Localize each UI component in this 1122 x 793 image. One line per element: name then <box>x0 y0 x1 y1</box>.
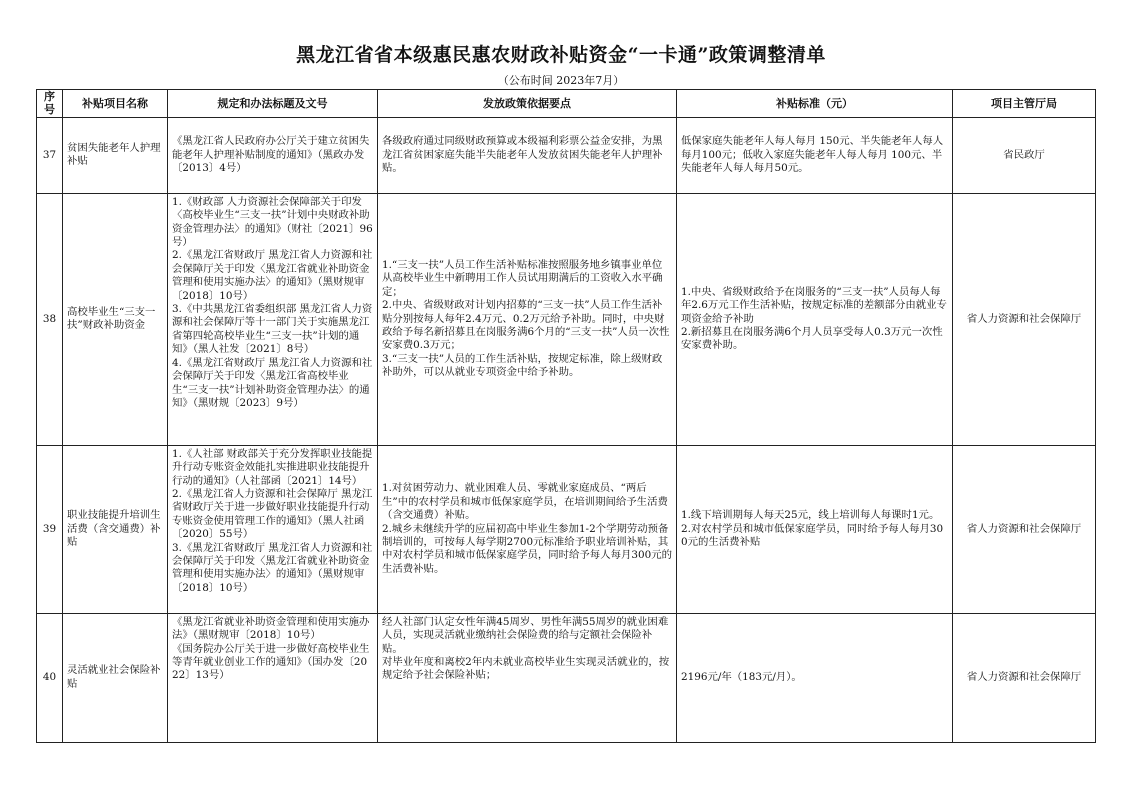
row-basis-cell <box>378 445 677 613</box>
row-name: 灵活就业社会保险补贴 <box>63 613 168 742</box>
row-basis-cell <box>378 193 677 445</box>
table-row <box>37 193 1096 445</box>
row-dept: 省人力资源和社会保障厅 <box>953 445 1096 613</box>
row-basis: 各级政府通过同级财政预算或本级福利彩票公益金安排，为黑龙江省贫困家庭失能半失能老年人发放贫困失能老年人护理补贴。 <box>378 117 677 193</box>
row-no: 37 <box>37 117 63 193</box>
header-no: 序号 <box>37 90 63 118</box>
header-name: 补贴项目名称 <box>63 90 168 118</box>
table-header-row <box>37 90 1096 118</box>
row-no: 38 <box>37 193 63 445</box>
row-basis: 1.对贫困劳动力、就业困难人员、零就业家庭成员、“两后生”中的农村学员和城市低保家庭学员，在培训期间给予生活费（含交通费）补贴。 2.城乡未继续升学的应届初高中毕业生参加1-2个学期劳动预备制培训的，可按每人每学期2700元标准给予职业培训补贴，其中对农村学员和城市低保家庭学员，同时给予每人每月300元的生活费补贴。 <box>382 482 672 575</box>
row-docs: 《黑龙江省人民政府办公厅关于建立贫困失能老年人护理补贴制度的通知》（黑政办发〔2013〕4号） <box>168 117 378 193</box>
row-name: 职业技能提升培训生活费（含交通费）补贴 <box>63 445 168 613</box>
policy-table <box>36 89 1096 743</box>
row-no: 39 <box>37 445 63 613</box>
row-docs: 《黑龙江省就业补助资金管理和使用实施办法》（黑财规审〔2018〕10号） 《国务院办公厅关于进一步做好高校毕业生等青年就业创业工作的通知》（国办发〔2022〕13号） <box>172 615 370 682</box>
table-row <box>37 613 1096 742</box>
row-standard: 1.线下培训期每人每天25元，线上培训每人每课时1元。 2.对农村学员和城市低保家庭学员，同时给予每人每月300元的生活费补贴 <box>681 509 944 549</box>
publish-date: （公布时间 2023年7月） <box>497 74 625 87</box>
row-docs-cell <box>168 613 378 742</box>
row-docs: 1.《人社部 财政部关于充分发挥职业技能提升行动专账资金效能扎实推进职业技能提升行动的通知》（人社部函〔2021〕14号） 2.《黑龙江省人力资源和社会保障厅 黑龙江省财政厅关于进一步做好职业技能提升行动专账资金使用管理工作的通知》（黑人社函〔2020〕55号） 3.《黑龙江省财政厅 黑龙江省人力资源和社会保障厅关于印发〈黑龙江省就业补助资金管理和使用实施办法〉的通知》（黑财规审〔2018〕10号） <box>172 447 373 594</box>
row-standard-cell <box>677 193 953 445</box>
row-standard-cell <box>677 445 953 613</box>
row-name: 高校毕业生“三支一扶”财政补助资金 <box>63 193 168 445</box>
row-standard: 低保家庭失能老年人每人每月 150元、半失能老年人每人每月100元；低收入家庭失能老年人每人每月 100元、半失能老年人每人每月50元。 <box>677 117 953 193</box>
row-dept: 省人力资源和社会保障厅 <box>953 193 1096 445</box>
row-dept: 省民政厅 <box>953 117 1096 193</box>
header-standard: 补贴标准（元） <box>677 90 953 118</box>
row-basis: 经人社部门认定女性年满45周岁、男性年满55周岁的就业困难人员，实现灵活就业缴纳社会保险费的给与定额社会保险补贴。 对毕业年度和离校2年内未就业高校毕业生实现灵活就业的，按规定给予社会保险补贴； <box>382 615 670 682</box>
row-dept: 省人力资源和社会保障厅 <box>953 613 1096 742</box>
row-docs-cell <box>168 193 378 445</box>
row-name: 贫困失能老年人护理补贴 <box>63 117 168 193</box>
row-basis: 1.“三支一扶”人员工作生活补贴标准按照服务地乡镇事业单位从高校毕业生中新聘用工作人员试用期满后的工资收入水平确定； 2.中央、省级财政对计划内招募的“三支一扶”人员工作生活补贴分别按每人每年2.4万元、0.2万元给予补助。同时，中央财政给予每名新招募且在岗服务满6个月的“三支一扶”人员一次性安家费0.3万元； 3.“三支一扶”人员的工作生活补贴，按规定标准，除上级财政补助外，可以从就业专项资金中给予补助。 <box>382 258 670 379</box>
row-no: 40 <box>37 613 63 742</box>
table-row <box>37 445 1096 613</box>
row-standard: 2196元/年（183元/月）。 <box>681 671 802 684</box>
row-docs: 1.《财政部 人力资源社会保障部关于印发〈高校毕业生“三支一扶”计划中央财政补助资金管理办法〉的通知》（财社〔2021〕96号） 2.《黑龙江省财政厅 黑龙江省人力资源和社会保障厅关于印发〈黑龙江省就业补助资金管理和使用实施办法〉的通知》（黑财规审〔2018〕10号） 3.《中共黑龙江省委组织部 黑龙江省人力资源和社会保障厅等十一部门关于实施黑龙江省第四轮高校毕业生“三支一扶”计划的通知》（黑人社发〔2021〕8号） 4.《黑龙江省财政厅 黑龙江省人力资源和社会保障厅关于印发〈黑龙江省高校毕业生“三支一扶”计划补助资金管理办法〉的通知》（黑财规〔2023〕9号） <box>172 195 373 409</box>
header-basis: 发放政策依据要点 <box>378 90 677 118</box>
row-standard: 1.中央、省级财政给予在岗服务的“三支一扶”人员每人每年2.6万元工作生活补贴，按规定标准的差额部分由就业专项资金给予补助 2.新招募且在岗服务满6个月人员享受每人0.3万元一次性安家费补助。 <box>681 285 947 352</box>
header-dept: 项目主管厅局 <box>953 90 1096 118</box>
row-standard-cell <box>677 613 953 742</box>
row-docs-cell <box>168 445 378 613</box>
table-row <box>37 117 1096 193</box>
document-title: 黑龙江省省本级惠民惠农财政补贴资金“一卡通”政策调整清单 <box>296 44 826 66</box>
row-basis-cell <box>378 613 677 742</box>
header-docs: 规定和办法标题及文号 <box>168 90 378 118</box>
